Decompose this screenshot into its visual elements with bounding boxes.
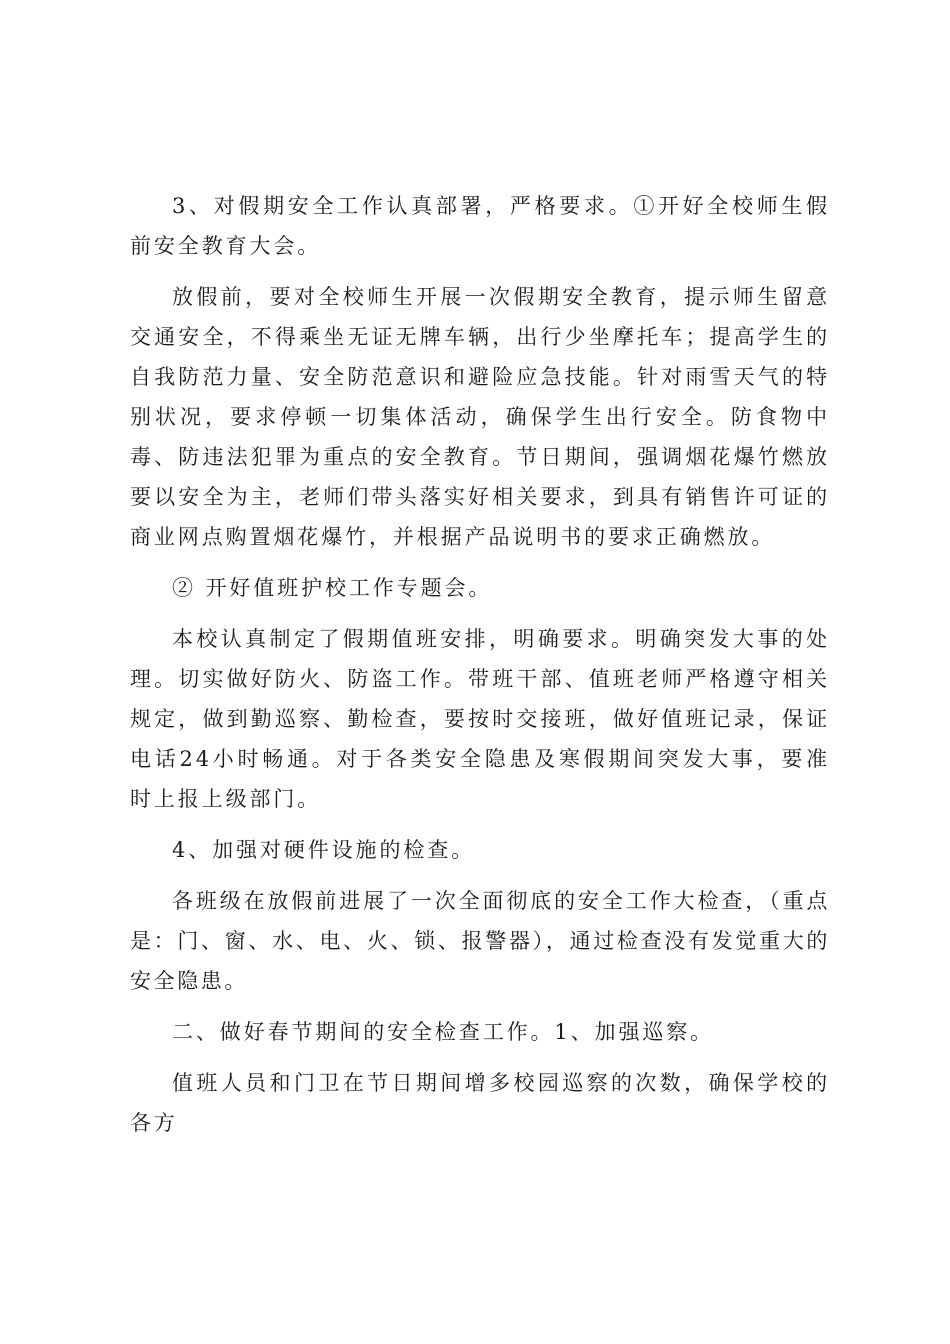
paragraph-duty-arrangement: 本校认真制定了假期值班安排，明确要求。明确突发大事的处理。切实做好防火、防盗工作。带班干部、值班老师严格遵守相关规定，做到勤巡察、勤检查，要按时交接班，做好值班记录，保证电话24小时畅通。对于各类安全隐患及寒假期间突发大事，要准时上报上级部门。 <box>130 627 830 811</box>
paragraph-patrol: 值班人员和门卫在节日期间增多校园巡察的次数，确保学校的各方 <box>130 1071 830 1135</box>
document-page <box>130 186 830 1154</box>
paragraph-duty-meeting-heading: ② 开好值班护校工作专题会。 <box>172 576 493 600</box>
paragraph-holiday-deployment: 3、对假期安全工作认真部署，严格要求。①开好全校师生假前安全教育大会。 <box>130 194 830 258</box>
paragraph-hardware-check-heading: 4、加强对硬件设施的检查。 <box>172 838 476 862</box>
paragraph-hardware-check: 各班级在放假前进展了一次全面彻底的安全工作大检查，（重点是：门、窗、水、电、火、锁、报警器），通过检查没有发觉重大的安全隐患。 <box>130 889 830 993</box>
paragraph-pre-holiday-education: 放假前，要对全校师生开展一次假期安全教育，提示师生留意交通安全，不得乘坐无证无牌车辆，出行少坐摩托车；提高学生的自我防范力量、安全防范意识和避险应急技能。针对雨雪天气的特别状况，要求停顿一切集体活动，确保学生出行安全。防食物中毒、防违法犯罪为重点的安全教育。节日期间，强调烟花爆竹燃放要以安全为主，老师们带头落实好相关要求，到具有销售许可证的商业网点购置烟花爆竹，并根据产品说明书的要求正确燃放。 <box>130 285 830 549</box>
paragraph-spring-festival-heading: 二、做好春节期间的安全检查工作。1、加强巡察。 <box>172 1020 715 1044</box>
